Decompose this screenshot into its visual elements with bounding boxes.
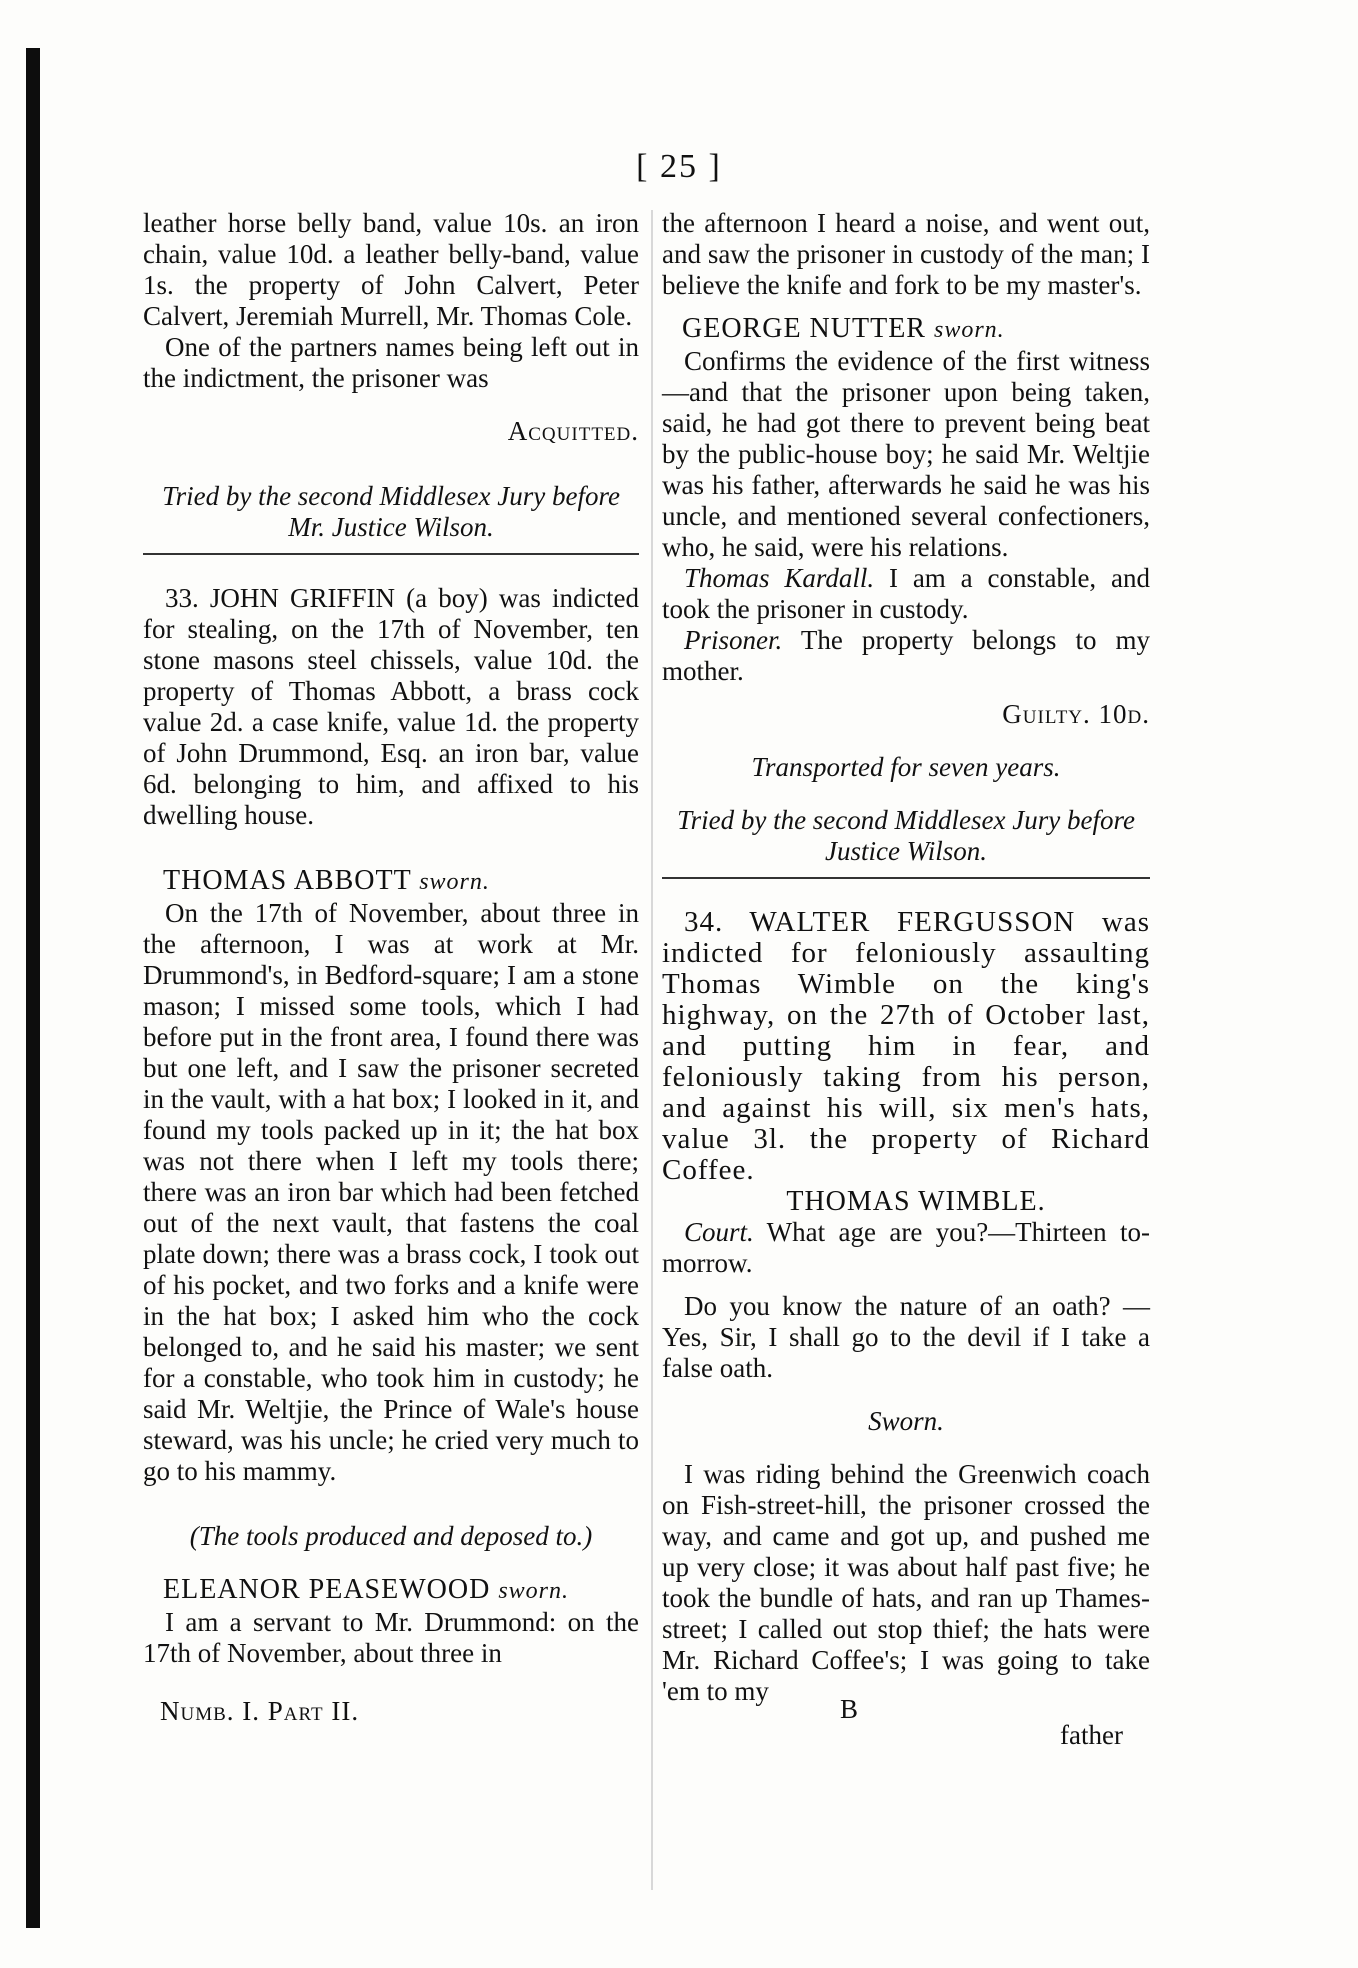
witness-heading-wimble: THOMAS WIMBLE. (786, 1186, 1046, 1217)
witness-name: GEORGE NUTTER (682, 313, 926, 344)
sworn-label: sworn. (419, 869, 490, 895)
signature-footer: Numb. I. Part II. (160, 1696, 360, 1726)
paragraph-continued: the afternoon I heard a noise, and went out, and saw the prisoner in custody of the man; I believe the knife and fork to be my master's. (662, 208, 1150, 300)
sworn-label: sworn. (498, 1578, 569, 1604)
testimony-kardall (662, 563, 1150, 625)
speaker-text: The property belongs to my mother. (662, 625, 1150, 686)
column-divider (651, 210, 653, 1890)
left-column (143, 208, 639, 1669)
speaker-text: I am a constable, and took the prisoner in custody. (662, 563, 1151, 624)
witness-name: THOMAS ABBOTT (163, 865, 412, 896)
signature-mark: B (840, 1694, 859, 1724)
page-binding-edge (26, 48, 40, 1928)
section-rule (143, 553, 639, 555)
tried-by-note: Tried by the second Middlesex Jury before Justice Wilson. (677, 805, 1135, 866)
sentence-note: Transported for seven years. (751, 752, 1061, 782)
right-column (662, 208, 1150, 1707)
testimony-nutter: Confirms the evidence of the first witness—and that the prisoner upon being taken, said, he had got there to prevent being beat by the public-house boy; he said Mr. Weltjie was his father, afterwards he said he was his uncle, and mentioned several confectioners, who, he said, were his relations. (662, 346, 1150, 562)
case-34-indictment: 34. WALTER FERGUSSON was indicted for feloniously assaulting Thomas Wimble on the king's highway, on the 27th of October last, and putting him in fear, and feloniously taking from his person, and against his will, six men's hats, value 3l. the property of Richard Coffee. (662, 906, 1150, 1186)
court-question (662, 1217, 1150, 1279)
oath-question: Do you know the nature of an oath? —Yes, Sir, I shall go to the devil if I take a false oath. (662, 1291, 1150, 1383)
speaker-text: What age are you?—Thirteen to-morrow. (662, 1217, 1150, 1278)
tried-by-note: Tried by the second Middlesex Jury before Mr. Justice Wilson. (162, 481, 620, 542)
witness-name: ELEANOR PEASEWOOD (163, 1574, 491, 1605)
witness-heading-peasewood (143, 1574, 639, 1607)
tools-produced-note: (The tools produced and deposed to.) (189, 1521, 593, 1551)
section-rule (662, 877, 1150, 879)
page-number: [ 25 ] (636, 148, 722, 185)
sworn-note: Sworn. (868, 1406, 944, 1436)
testimony-wimble: I was riding behind the Greenwich coach on Fish-street-hill, the prisoner crossed the way, and came and got up, and pushed me up very close; it was about half past five; he took the bundle of hats, and ran up Thames-street; I called out stop thief; the hats were Mr. Richard Coffee's; I was going to take 'em to my (662, 1459, 1150, 1706)
speaker-name: Court. (684, 1217, 754, 1247)
witness-heading-abbott (143, 865, 639, 898)
testimony-peasewood: I am a servant to Mr. Drummond: on the 17th of November, about three in (143, 1607, 639, 1668)
sworn-label: sworn. (933, 317, 1005, 343)
paragraph-partners: One of the partners names being left out in the indictment, the prisoner was (143, 332, 639, 393)
verdict-guilty: Guilty. 10d. (1002, 699, 1150, 729)
speaker-name: Thomas Kardall. (684, 563, 875, 593)
witness-heading-nutter (662, 313, 1150, 346)
verdict-acquitted: Acquitted. (507, 416, 639, 446)
statement-prisoner (662, 625, 1150, 687)
paragraph-property: leather horse belly band, value 10s. an iron chain, value 10d. a leather belly-band, value 1s. the property of John Calvert, Peter Calvert, Jeremiah Murrell, Mr. Thomas Cole. (143, 208, 639, 331)
case-33-indictment: 33. JOHN GRIFFIN (a boy) was indicted for stealing, on the 17th of November, ten stone masons steel chissels, value 10d. the property of Thomas Abbott, a brass cock value 2d. a case knife, value 1d. the property of John Drummond, Esq. an iron bar, value 6d. belonging to him, and affixed to his dwelling house. (143, 583, 639, 830)
speaker-name: Prisoner. (684, 625, 783, 655)
testimony-abbott: On the 17th of November, about three in the afternoon, I was at work at Mr. Drummond's, in Bedford-square; I am a stone mason; I missed some tools, which I had before put in the front area, I found there was but one left, and I saw the prisoner secreted in the vault, with a hat box; I looked in it, and found my tools packed up in it; the hat box was not there when I left my tools there; there was an iron bar which had been fetched out of the next vault, that fastens the coal plate down; there was a brass cock, I took out of his pocket, and two forks and a knife were in the hat box; I asked him who the cock belonged to, and he said his master; we sent for a constable, who took him in custody; he said Mr. Weltjie, the Prince of Wale's house steward, was his uncle; he cried very much to go to his mammy. (143, 898, 639, 1486)
catchword: father (1060, 1720, 1123, 1750)
